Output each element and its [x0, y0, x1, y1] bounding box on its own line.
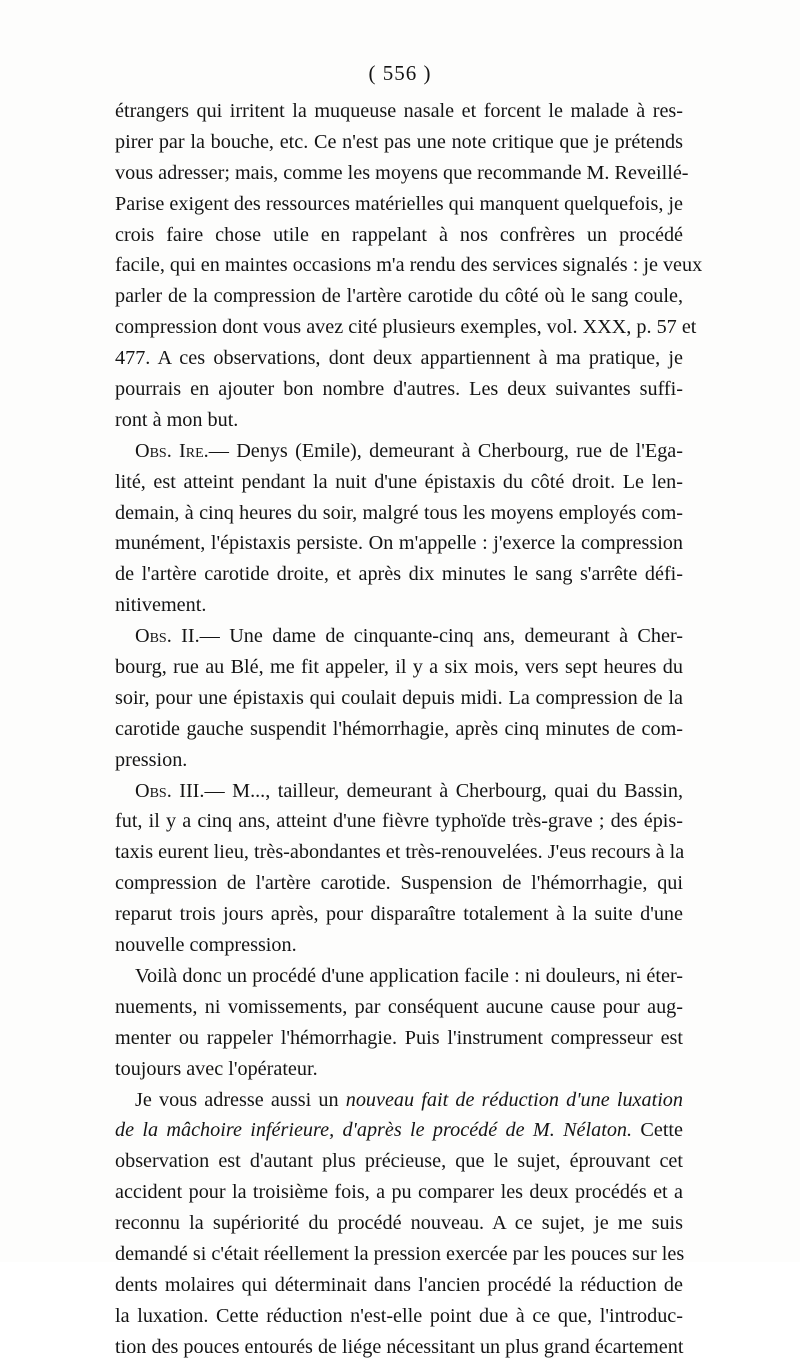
text-line: nouvelle compression.: [115, 934, 297, 957]
text-line: observation est d'autant plus précieuse, que le sujet, éprouvant cet: [115, 1150, 683, 1173]
roman-text: Cette: [632, 1119, 684, 1142]
text-line: nitivement.: [115, 594, 207, 617]
italic-title-text: nouveau fait de réduction d'une luxation: [345, 1088, 683, 1111]
text-line: la luxation. Cette réduction n'est-elle point due à ce que, l'introduc-: [115, 1304, 683, 1327]
text-line: compression de l'artère carotide. Suspension de l'hémorrhagie, qui: [115, 872, 683, 895]
text-line: munément, l'épistaxis persiste. On m'appelle : j'exerce la compression: [115, 532, 683, 555]
text-line: accident pour la troisième fois, a pu comparer les deux procédés et a: [115, 1181, 683, 1204]
text-line: facile, qui en maintes occasions m'a rendu des services signalés : je veux: [115, 254, 703, 277]
observation-1-line: [115, 436, 683, 467]
text-line: pourrais en ajouter bon nombre d'autres. Les deux suivantes suffi-: [115, 378, 683, 401]
text-line: étrangers qui irritent la muqueuse nasale et forcent le malade à res-: [115, 100, 683, 122]
observation-text: — M..., tailleur, demeurant à Cherbourg, quai du Bassin,: [204, 779, 684, 802]
text-line: dents molaires qui déterminait dans l'ancien procédé la réduction de: [115, 1273, 683, 1296]
text-line: ront à mon but.: [115, 408, 239, 431]
text-line: lité, est atteint pendant la nuit d'une épistaxis du côté droit. Le len-: [115, 470, 683, 493]
italic-title-text: de la mâchoire inférieure, d'après le procédé de M. Nélaton.: [115, 1119, 633, 1142]
text-line: reconnu la supériorité du procédé nouveau. A ce sujet, je me suis: [115, 1212, 683, 1235]
text-line: crois faire chose utile en rappelant à nos confrères un procédé: [115, 223, 683, 246]
observation-text: — Denys (Emile), demeurant à Cherbourg, rue de l'Ega-: [208, 439, 683, 462]
roman-text: Je vous adresse aussi un: [135, 1088, 346, 1111]
text-line: de l'artère carotide droite, et après dix minutes le sang s'arrête défi-: [115, 563, 683, 586]
text-line: Parise exigent des ressources matérielles qui manquent quelquefois, je: [115, 192, 683, 215]
body-text: [115, 96, 703, 1363]
mixed-text-line: [115, 1085, 683, 1116]
text-line: tion des pouces entourés de liége nécessitant un plus grand écartement: [115, 1335, 684, 1358]
text-line: fut, il y a cinq ans, atteint d'une fièvre typhoïde très-grave ; des épis-: [115, 810, 683, 833]
text-line: demandé si c'était réellement la pression exercée par les pouces sur les: [115, 1242, 685, 1265]
observation-2-line: [115, 621, 683, 652]
observation-text: — Une dame de cinquante-cinq ans, demeurant à Cher-: [199, 625, 683, 648]
text-line: vous adresser; mais, comme les moyens que recommande M. Reveillé-: [115, 161, 689, 184]
text-line: parler de la compression de l'artère carotide du côté où le sang coule,: [115, 285, 683, 308]
text-line: bourg, rue au Blé, me fit appeler, il y a six mois, vers sept heures du: [115, 656, 683, 679]
observation-label: Obs. II.: [135, 625, 200, 648]
text-line: taxis eurent lieu, très-abondantes et très-renouvelées. J'eus recours à la: [115, 841, 685, 864]
text-line: compression dont vous avez cité plusieurs exemples, vol. XXX, p. 57 et: [115, 316, 697, 339]
text-line: reparut trois jours après, pour disparaître totalement à la suite d'une: [115, 903, 683, 926]
text-line: carotide gauche suspendit l'hémorrhagie, après cinq minutes de com-: [115, 717, 683, 740]
text-line: 477. A ces observations, dont deux appartiennent à ma pratique, je: [115, 347, 683, 370]
text-line: pirer par la bouche, etc. Ce n'est pas une note critique que je prétends: [115, 130, 683, 153]
text-line: soir, pour une épistaxis qui coulait depuis midi. La compression de la: [115, 686, 683, 709]
text-line: toujours avec l'opérateur.: [115, 1057, 318, 1080]
observation-label: Obs. Ire.: [135, 439, 209, 462]
text-line: Voilà donc un procédé d'une application facile : ni douleurs, ni éter-: [135, 964, 683, 987]
observation-label: Obs. III.: [135, 779, 205, 802]
mixed-text-line: [115, 1115, 683, 1146]
observation-3-line: [115, 776, 683, 807]
page-number: ( 556 ): [368, 61, 432, 85]
text-line: menter ou rappeler l'hémorrhagie. Puis l'instrument compresseur est: [115, 1026, 683, 1049]
text-line: pression.: [115, 748, 188, 771]
text-line: nuements, ni vomissements, par conséquent aucune cause pour aug-: [115, 995, 683, 1018]
text-line: demain, à cinq heures du soir, malgré tous les moyens employés com-: [115, 501, 683, 524]
